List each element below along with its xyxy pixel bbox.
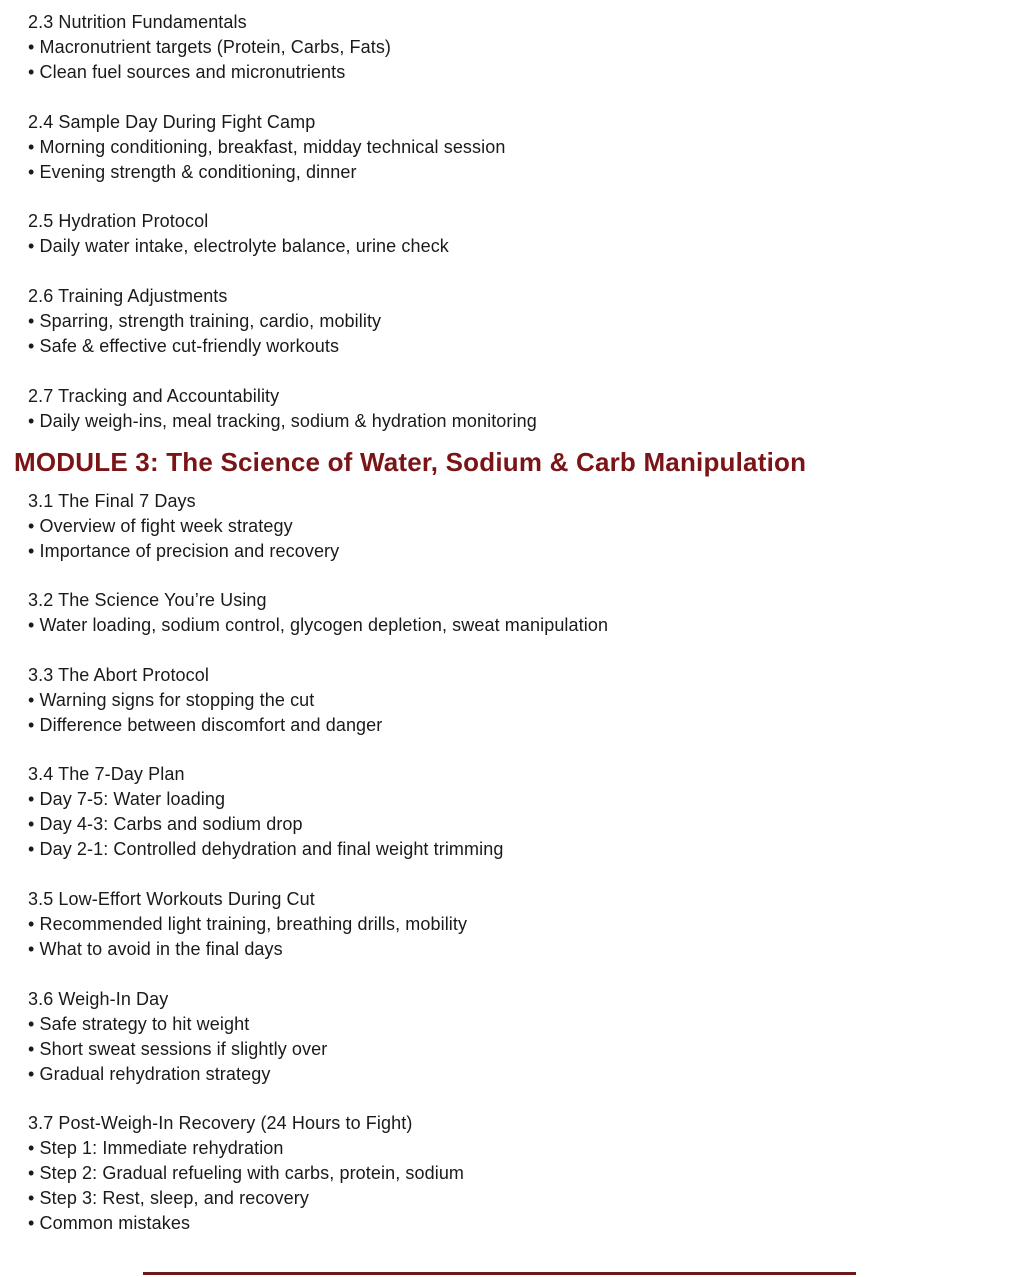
section-2-4 [28, 110, 988, 185]
section-title: 3.3 The Abort Protocol [28, 665, 209, 685]
section-title: 3.4 The 7-Day Plan [28, 764, 185, 784]
section-3-4 [28, 762, 988, 862]
section-3-6 [28, 987, 988, 1087]
section-3-1 [28, 489, 988, 564]
section-title: 2.4 Sample Day During Fight Camp [28, 112, 316, 132]
section-title: 3.7 Post-Weigh-In Recovery (24 Hours to Fight) [28, 1113, 413, 1133]
bullet-item: • Safe strategy to hit weight [28, 1013, 250, 1034]
bullet-item: • Common mistakes [28, 1212, 191, 1233]
bullet-item: • Day 4-3: Carbs and sodium drop [28, 813, 303, 834]
bullet-item: • Importance of precision and recovery [28, 540, 340, 561]
bullet-item: • Day 7-5: Water loading [28, 788, 226, 809]
section-title: 2.3 Nutrition Fundamentals [28, 12, 247, 32]
module-3-heading: MODULE 3: The Science of Water, Sodium & Carb Manipulation [14, 447, 807, 477]
section-title: 2.6 Training Adjustments [28, 286, 228, 306]
bullet-item: • Daily weigh-ins, meal tracking, sodium & hydration monitoring [28, 410, 537, 431]
bullet-item: • Morning conditioning, breakfast, midday technical session [28, 136, 506, 157]
bullet-item: • Evening strength & conditioning, dinner [28, 161, 357, 182]
bullet-item: • Day 2-1: Controlled dehydration and final weight trimming [28, 838, 504, 859]
bullet-item: • Safe & effective cut-friendly workouts [28, 335, 340, 356]
bullet-item: • Daily water intake, electrolyte balance, urine check [28, 235, 449, 256]
section-3-2 [28, 588, 988, 638]
section-2-5 [28, 209, 988, 259]
section-title: 3.6 Weigh-In Day [28, 989, 169, 1009]
bullet-item: • Difference between discomfort and danger [28, 714, 383, 735]
bullet-item: • Sparring, strength training, cardio, mobility [28, 310, 382, 331]
bullet-item: • Recommended light training, breathing drills, mobility [28, 913, 468, 934]
section-title: 3.1 The Final 7 Days [28, 491, 196, 511]
section-title: 3.2 The Science You’re Using [28, 590, 267, 610]
bullet-item: • Step 3: Rest, sleep, and recovery [28, 1187, 309, 1208]
section-3-5 [28, 887, 988, 962]
section-2-3 [28, 10, 988, 85]
section-2-7 [28, 384, 988, 434]
section-2-6 [28, 284, 988, 359]
bullet-item: • Short sweat sessions if slightly over [28, 1038, 328, 1059]
section-title: 2.5 Hydration Protocol [28, 211, 209, 231]
section-3-7 [28, 1111, 988, 1236]
bullet-item: • Water loading, sodium control, glycogen depletion, sweat manipulation [28, 614, 609, 635]
bullet-item: • Macronutrient targets (Protein, Carbs, Fats) [28, 36, 392, 57]
bullet-item: • What to avoid in the final days [28, 938, 283, 959]
footer-divider [143, 1272, 856, 1275]
bullet-item: • Clean fuel sources and micronutrients [28, 61, 346, 82]
section-title: 3.5 Low-Effort Workouts During Cut [28, 889, 315, 909]
section-title: 2.7 Tracking and Accountability [28, 386, 280, 406]
bullet-item: • Step 2: Gradual refueling with carbs, protein, sodium [28, 1162, 465, 1183]
bullet-item: • Gradual rehydration strategy [28, 1063, 271, 1084]
bullet-item: • Warning signs for stopping the cut [28, 689, 315, 710]
bullet-item: • Step 1: Immediate rehydration [28, 1137, 284, 1158]
bullet-item: • Overview of fight week strategy [28, 515, 293, 536]
section-3-3 [28, 663, 988, 738]
